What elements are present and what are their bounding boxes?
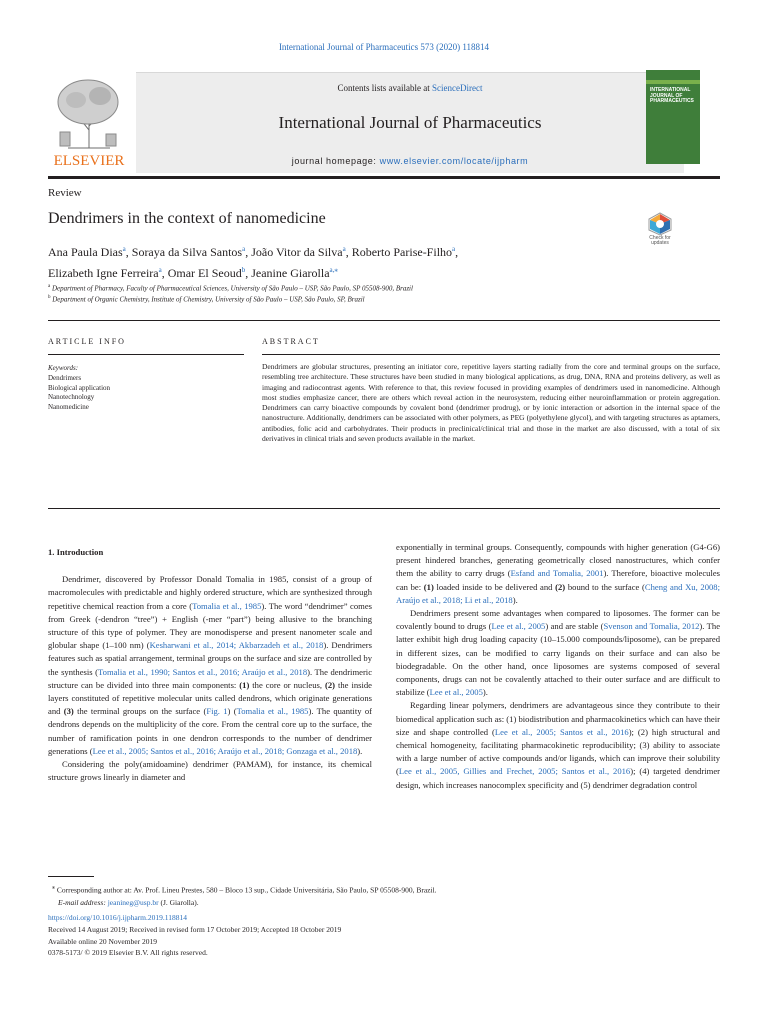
affiliation-a: $^a$ Department of Pharmacy, Faculty of Pharmaceutical Sciences, University of São Paulo – USP, São Paulo, SP 05508-900, Brazil [48, 284, 413, 293]
author-affiliation-mark[interactable]: a,⁎ [329, 266, 338, 274]
masthead-rule [48, 176, 720, 179]
author-affiliation-mark[interactable]: a [158, 266, 162, 274]
doi-link[interactable]: https://doi.org/10.1016/j.ijpharm.2019.118814 [48, 913, 187, 922]
body-paragraph: Dendrimers present some advantages when compared to liposomes. The former can be covalently bound to drugs (Lee et al., 2005) and are stable (Svenson and Tomalia, 2012). The latter exhibit high drug loading capacity (10–15.000 compounds/liposome), can be prepared in different sizes, can be modified to carry ligands on their surface and can also be biodegradable. On the other hand, once liposomes are systems composed of several components, drugs can not be covalently attached to their outer surface and are difficult to stabilize (Lee et al., 2005). [396, 608, 721, 698]
crossmark-icon [640, 212, 680, 236]
citation-link[interactable]: Fig. 1 [206, 706, 228, 717]
journal-masthead [48, 68, 720, 172]
paper-title: Dendrimers in the context of nanomedicine [48, 210, 326, 227]
author-affiliation-mark[interactable]: a [122, 245, 126, 253]
article-info-rule [48, 354, 244, 355]
header-divider [48, 320, 720, 321]
citation-link[interactable]: Lee et al., 2005; Santos et al., 2016 [494, 726, 629, 737]
homepage-link[interactable]: www.elsevier.com/locate/ijpharm [379, 156, 529, 166]
author-line-1: Ana Paula Dias$^a$, Soraya da Silva Santos$^a$, João Vitor da Silva$^a$, Roberto Parise-Filho$^a$, [48, 245, 459, 259]
keywords-list [48, 374, 110, 412]
body-paragraph: exponentially in terminal groups. Consequently, compounds with higher generation (G4-G6) present hindered branches, generating geometrically closed nanostructures, which confer them the ability to carry drugs (Esfand and Tomalia, 2001). Therefore, bioactive molecules can be: (1) loaded inside to be delivered and (2) bound to the surface (Cheng and Xu, 2008; Araújo et al., 2018; Li et al., 2018). [396, 542, 720, 605]
author-name: Jeanine Giarolla [251, 266, 330, 280]
citation-link[interactable]: Kesharwani et al., 2014; Akbarzadeh et al., 2018 [149, 640, 324, 651]
citation-link[interactable]: Lee et al., 2005 [429, 687, 483, 698]
list-marker: (1) [239, 679, 250, 690]
article-info-heading: ARTICLE INFO [48, 337, 126, 346]
crossmark-label: Check for updates [649, 235, 671, 247]
citation-link[interactable]: Cheng and Xu, 2008; Araújo et al., 2018; Li et al., 2018 [396, 581, 720, 605]
citation-link[interactable]: Lee et al., 2005 [491, 621, 546, 632]
online-date: Available online 20 November 2019 [48, 936, 157, 946]
author-name: Ana Paula Dias [48, 245, 123, 259]
citation-link[interactable]: Tomalia et al., 1985 [192, 600, 262, 611]
citation-link[interactable]: Lee et al., 2005; Santos et al., 2016; Araújo et al., 2018; Gonzaga et al., 2018 [92, 745, 358, 756]
copyright: 0378-5173/ © 2019 Elsevier B.V. All rights reserved. [48, 948, 208, 958]
email-link[interactable]: jeanineg@usp.br [107, 897, 159, 907]
author-name: Soraya da Silva Santos [131, 245, 243, 259]
abstract-rule [262, 354, 720, 355]
author-list [48, 240, 608, 282]
keyword: Biological application [48, 383, 111, 392]
author-name: Roberto Parise-Filho [351, 245, 453, 259]
author-name: Elizabeth Igne Ferreira [48, 266, 159, 280]
list-marker: (3) [63, 706, 74, 717]
received-dates: Received 14 August 2019; Received in revised form 17 October 2019; Accepted 18 October 2019 [48, 924, 342, 934]
body-paragraph: Dendrimer, discovered by Professor Donald Tomalia in 1985, consist of a group of macromolecules with predictable and highly ordered structure, which are synthesized through repetitive chemical reaction from a core (Tomalia et al., 1985). The word “dendrimer” comes from Greek (-dendron “tree”) + English (-mer “part”) being allusive to the branching structure of this type of polymer. They are monodisperse and present nanometer scale and globular shape (1–100 nm) (Kesharwani et al., 2014; Akbarzadeh et al., 2018). Dendrimers features such as spatial arrangement, terminal groups on the surface and size are controlled by the synthesis (Tomalia et al., 1990; Santos et al., 2016; Araújo et al., 2018). The dendrimeric structure can be divided into three main components: (1) the core or nucleus, (2) the inside layers constituted of repetitive molecular units called dendrons, which originate generations and (3) the terminal groups on the surface (Fig. 1) (Tomalia et al., 1985). The quantity of dendrons depends on the multiplicity of the core. From the central core up to the surface, the number of ramification points in one dendron corresponds to the number of dendrimer generations (Lee et al., 2005; Santos et al., 2016; Araújo et al., 2018; Gonzaga et al., 2018). [48, 574, 373, 756]
body-column-right [396, 541, 720, 792]
keyword: Dendrimers [48, 374, 82, 382]
cover-stripe [646, 80, 700, 84]
body-column-left [48, 546, 372, 784]
abstract-divider [48, 508, 720, 509]
body-paragraph: Regarding linear polymers, dendrimers are advantageous since they contribute to their biomedical application such as: (1) biodistribution and pharmacokinetics which can have their size and shape controlled (Lee et al., 2005; Santos et al., 2016); (2) high structural and chemical homogeneity, facilitating pharmacokinetic reproducibility; (3) ability to associate with a large number of active compounds and/or ligands, which can improve their solubility (Lee et al., 2005, Gillies and Frechet, 2005; Santos et al., 2016); (4) targeted dendrimer design, which increases nanocomplex specificity and (5) dendrimer degradation control [396, 700, 720, 790]
list-marker: (1) [423, 581, 434, 592]
journal-homepage: journal homepage: www.elsevier.com/locate/ijpharm [291, 156, 529, 166]
author-line-2: Elizabeth Igne Ferreira$^a$, Omar El Seoud$^b$, Jeanine Giarolla$^{a,⁎}$ [48, 266, 338, 280]
author-affiliation-mark[interactable]: b [241, 266, 246, 274]
author-name: João Vitor da Silva [251, 245, 343, 259]
article-type: Review [48, 187, 82, 199]
section-heading-introduction: 1. Introduction [48, 547, 104, 557]
author-name: Omar El Seoud [167, 266, 242, 280]
list-marker: (2) [325, 679, 336, 690]
abstract-heading: ABSTRACT [262, 337, 320, 346]
svg-text:ELSEVIER: ELSEVIER [53, 153, 125, 169]
keyword: Nanomedicine [48, 402, 89, 411]
journal-citation-link[interactable]: International Journal of Pharmaceutics 573 (2020) 118814 [278, 42, 490, 52]
publication-info [48, 912, 688, 959]
citation-link[interactable]: Esfand and Tomalia, 2001 [510, 568, 604, 579]
citation-link[interactable]: Tomalia et al., 1985 [236, 706, 309, 717]
cover-title: INTERNATIONAL JOURNAL OF PHARMACEUTICS [650, 87, 694, 104]
list-marker: (2) [555, 581, 566, 592]
footnote-rule [48, 876, 94, 877]
citation-link[interactable]: Lee et al., 2005, Gillies and Frechet, 2005; Santos et al., 2016 [398, 766, 631, 777]
author-affiliation-mark[interactable]: a [452, 245, 456, 253]
journal-cover-thumbnail[interactable] [646, 70, 700, 164]
citation-link[interactable]: Svenson and Tomalia, 2012 [603, 621, 700, 632]
crossmark-button[interactable] [640, 212, 680, 248]
author-affiliation-mark[interactable]: a [242, 245, 246, 253]
contents-available: Contents lists available at ScienceDirect [337, 83, 483, 93]
corresponding-author-footnote: ⁎ Corresponding author at: Av. Prof. Lineu Prestes, 580 – Bloco 13 sup., Cidade Universitária, São Paulo, SP 05508-900, Brazil. E-mail address: jeanineg@usp.br (J. Giarolla). [52, 885, 437, 907]
abstract-text: Dendrimers are globular structures, presenting an initiator core, repetitive layers starting radially from the core and terminal groups on the surface, resembling tree architecture. These structures have been studied in many biological applications, as drug, DNA, RNA and proteins delivery, as well as imaging and radiocontrast agents. With reference to that, this review focused in providing examples of dendrimers used in nanomedicine. Although most studies emphasize cancer, there are others which reveal action in the neurosystem, reducing either neuroinflammation or protein aggregation. Dendrimers can carry bioactive compounds by covalent bond (dendrimer prodrug), or by ionic interaction or adsortion in the internal space of the nanostructure. Additionally, dendrimers can be associated with other polymers, as PEG (polyethylene glycol), and with targeting structures as aptamers, antibodies, folic acid and carbohydrates. Their products in preclinical/clinical trial and those in the market are also discussed, with a total of six derivatives in clinical trials and seven products available in the market. [262, 362, 720, 444]
keyword: Nanotechnology [48, 393, 95, 401]
masthead-band [136, 72, 684, 173]
affiliation-b: $^b$ Department of Organic Chemistry, Institute of Chemistry, University of São Paulo – USP, São Paulo, SP, Brazil [48, 295, 365, 304]
journal-title: International Journal of Pharmaceutics [278, 113, 542, 132]
elsevier-tree-logo[interactable] [48, 70, 130, 170]
body-paragraph: Considering the poly(amidoamine) dendrimer (PAMAM), for instance, its chemical structure grows linearly in diameter and [48, 759, 372, 783]
sciencedirect-link[interactable]: ScienceDirect [432, 83, 483, 93]
author-affiliation-mark[interactable]: a [342, 245, 346, 253]
keywords-label: Keywords: [48, 364, 79, 372]
citation-link[interactable]: Tomalia et al., 1990; Santos et al., 2016; Araújo et al., 2018 [98, 666, 308, 677]
